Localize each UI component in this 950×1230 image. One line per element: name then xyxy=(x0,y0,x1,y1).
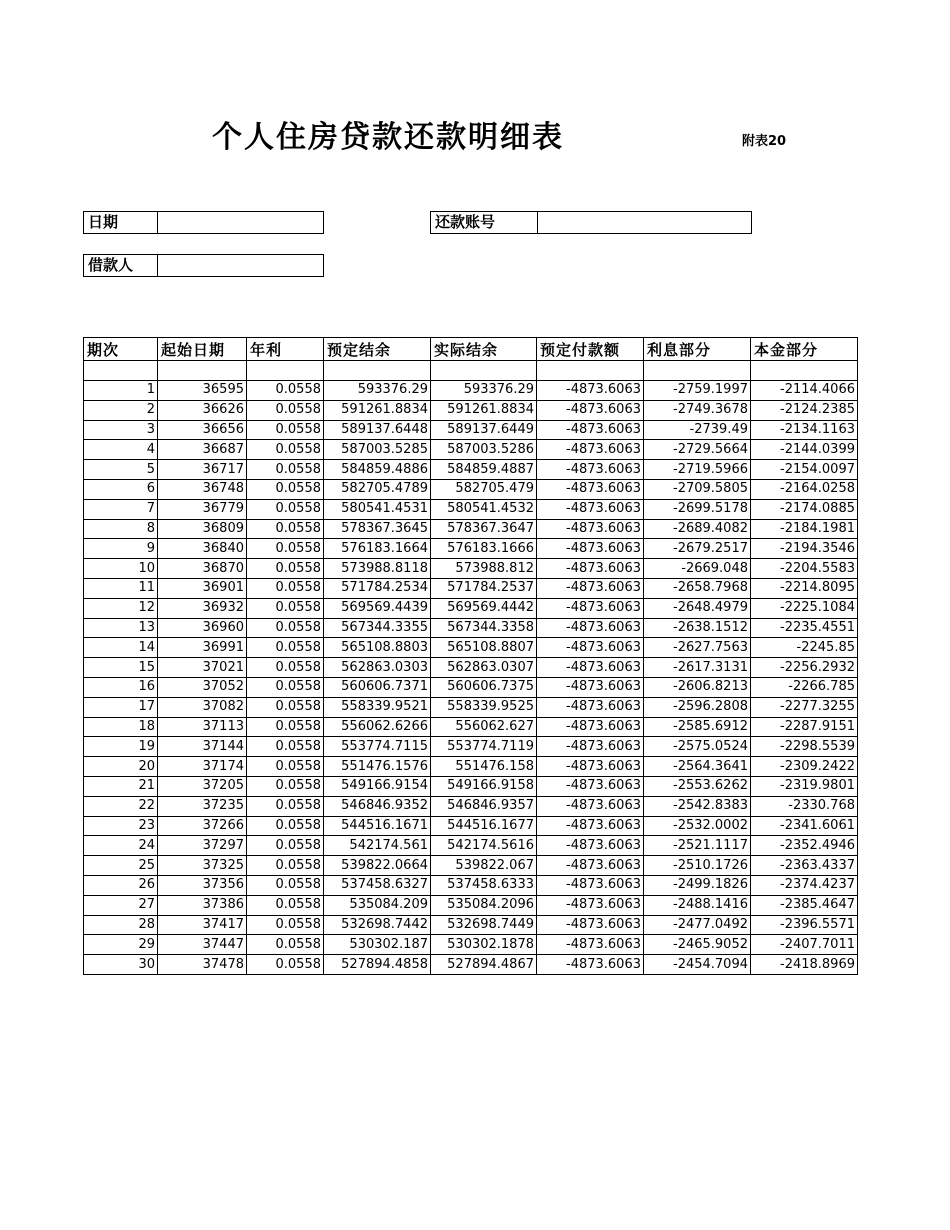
payment-cell: -4873.6063 xyxy=(537,440,644,460)
account-label: 还款账号 xyxy=(431,212,538,233)
actual-balance-cell: 569569.4442 xyxy=(431,598,537,618)
scheduled-balance-cell: 589137.6448 xyxy=(324,420,431,440)
start-date-cell: 36779 xyxy=(158,499,247,519)
start-date-cell: 37297 xyxy=(158,836,247,856)
payment-cell: -4873.6063 xyxy=(537,757,644,777)
actual-balance-cell: 560606.7375 xyxy=(431,677,537,697)
payment-cell: -4873.6063 xyxy=(537,836,644,856)
principal-cell: -2174.0885 xyxy=(751,499,858,519)
principal-cell: -2124.2385 xyxy=(751,400,858,420)
rate-cell: 0.0558 xyxy=(247,955,324,975)
start-date-cell: 36748 xyxy=(158,479,247,499)
actual-balance-cell: 551476.158 xyxy=(431,757,537,777)
payment-cell: -4873.6063 xyxy=(537,796,644,816)
scheduled-balance-cell: 584859.4886 xyxy=(324,460,431,480)
period-cell: 23 xyxy=(84,816,158,836)
actual-balance-cell: 565108.8807 xyxy=(431,638,537,658)
header-interest: 利息部分 xyxy=(644,338,751,361)
principal-cell: -2114.4066 xyxy=(751,381,858,401)
scheduled-balance-cell: 582705.4789 xyxy=(324,479,431,499)
actual-balance-cell: 532698.7449 xyxy=(431,915,537,935)
principal-cell: -2385.4647 xyxy=(751,895,858,915)
period-cell: 4 xyxy=(84,440,158,460)
payment-cell: -4873.6063 xyxy=(537,598,644,618)
rate-cell: 0.0558 xyxy=(247,895,324,915)
period-cell: 8 xyxy=(84,519,158,539)
principal-cell: -2235.4551 xyxy=(751,618,858,638)
interest-cell: -2606.8213 xyxy=(644,677,751,697)
interest-cell: -2596.2808 xyxy=(644,697,751,717)
table-row xyxy=(84,598,858,618)
scheduled-balance-cell: 542174.561 xyxy=(324,836,431,856)
actual-balance-cell: 530302.1878 xyxy=(431,935,537,955)
start-date-cell: 37052 xyxy=(158,677,247,697)
account-value xyxy=(538,212,751,233)
principal-cell: -2418.8969 xyxy=(751,955,858,975)
principal-cell: -2309.2422 xyxy=(751,757,858,777)
rate-cell: 0.0558 xyxy=(247,737,324,757)
start-date-cell: 37356 xyxy=(158,875,247,895)
actual-balance-cell: 527894.4867 xyxy=(431,955,537,975)
interest-cell: -2553.6262 xyxy=(644,776,751,796)
scheduled-balance-cell: 573988.8118 xyxy=(324,559,431,579)
date-value xyxy=(158,212,323,233)
period-cell: 12 xyxy=(84,598,158,618)
header-period: 期次 xyxy=(84,338,158,361)
interest-cell: -2564.3641 xyxy=(644,757,751,777)
table-row xyxy=(84,677,858,697)
table-row xyxy=(84,519,858,539)
payment-cell: -4873.6063 xyxy=(537,578,644,598)
scheduled-balance-cell: 556062.6266 xyxy=(324,717,431,737)
actual-balance-cell: 544516.1677 xyxy=(431,816,537,836)
actual-balance-cell: 549166.9158 xyxy=(431,776,537,796)
start-date-cell: 36626 xyxy=(158,400,247,420)
table-row xyxy=(84,796,858,816)
period-cell: 13 xyxy=(84,618,158,638)
actual-balance-cell: 587003.5286 xyxy=(431,440,537,460)
rate-cell: 0.0558 xyxy=(247,559,324,579)
scheduled-balance-cell: 546846.9352 xyxy=(324,796,431,816)
principal-cell: -2352.4946 xyxy=(751,836,858,856)
interest-cell: -2679.2517 xyxy=(644,539,751,559)
scheduled-balance-cell: 530302.187 xyxy=(324,935,431,955)
repayment-table xyxy=(83,337,858,975)
payment-cell: -4873.6063 xyxy=(537,737,644,757)
table-row xyxy=(84,440,858,460)
table-row xyxy=(84,776,858,796)
start-date-cell: 36960 xyxy=(158,618,247,638)
payment-cell: -4873.6063 xyxy=(537,539,644,559)
period-cell: 16 xyxy=(84,677,158,697)
principal-cell: -2287.9151 xyxy=(751,717,858,737)
start-date-cell: 37478 xyxy=(158,955,247,975)
period-cell: 18 xyxy=(84,717,158,737)
payment-cell: -4873.6063 xyxy=(537,856,644,876)
table-row xyxy=(84,381,858,401)
principal-cell: -2256.2932 xyxy=(751,658,858,678)
actual-balance-cell: 593376.29 xyxy=(431,381,537,401)
actual-balance-cell: 556062.627 xyxy=(431,717,537,737)
interest-cell: -2709.5805 xyxy=(644,479,751,499)
period-cell: 26 xyxy=(84,875,158,895)
start-date-cell: 36595 xyxy=(158,381,247,401)
table-row xyxy=(84,875,858,895)
account-field xyxy=(430,211,752,234)
scheduled-balance-cell: 569569.4439 xyxy=(324,598,431,618)
period-cell: 11 xyxy=(84,578,158,598)
table-row xyxy=(84,618,858,638)
payment-cell: -4873.6063 xyxy=(537,697,644,717)
start-date-cell: 37174 xyxy=(158,757,247,777)
actual-balance-cell: 582705.479 xyxy=(431,479,537,499)
period-cell: 17 xyxy=(84,697,158,717)
payment-cell: -4873.6063 xyxy=(537,618,644,638)
period-cell: 3 xyxy=(84,420,158,440)
period-cell: 1 xyxy=(84,381,158,401)
start-date-cell: 37325 xyxy=(158,856,247,876)
period-cell: 20 xyxy=(84,757,158,777)
principal-cell: -2266.785 xyxy=(751,677,858,697)
rate-cell: 0.0558 xyxy=(247,836,324,856)
interest-cell: -2510.1726 xyxy=(644,856,751,876)
period-cell: 2 xyxy=(84,400,158,420)
period-cell: 22 xyxy=(84,796,158,816)
scheduled-balance-cell: 535084.209 xyxy=(324,895,431,915)
payment-cell: -4873.6063 xyxy=(537,400,644,420)
principal-cell: -2330.768 xyxy=(751,796,858,816)
principal-cell: -2225.1084 xyxy=(751,598,858,618)
actual-balance-cell: 562863.0307 xyxy=(431,658,537,678)
scheduled-balance-cell: 580541.4531 xyxy=(324,499,431,519)
payment-cell: -4873.6063 xyxy=(537,499,644,519)
principal-cell: -2374.4237 xyxy=(751,875,858,895)
start-date-cell: 37447 xyxy=(158,935,247,955)
principal-cell: -2363.4337 xyxy=(751,856,858,876)
table-row xyxy=(84,915,858,935)
start-date-cell: 37235 xyxy=(158,796,247,816)
rate-cell: 0.0558 xyxy=(247,638,324,658)
scheduled-balance-cell: 532698.7442 xyxy=(324,915,431,935)
rate-cell: 0.0558 xyxy=(247,757,324,777)
table-row xyxy=(84,460,858,480)
payment-cell: -4873.6063 xyxy=(537,717,644,737)
period-cell: 30 xyxy=(84,955,158,975)
rate-cell: 0.0558 xyxy=(247,499,324,519)
payment-cell: -4873.6063 xyxy=(537,875,644,895)
blank-row xyxy=(84,361,858,381)
table-row xyxy=(84,955,858,975)
payment-cell: -4873.6063 xyxy=(537,915,644,935)
rate-cell: 0.0558 xyxy=(247,776,324,796)
actual-balance-cell: 591261.8834 xyxy=(431,400,537,420)
rate-cell: 0.0558 xyxy=(247,717,324,737)
period-cell: 9 xyxy=(84,539,158,559)
payment-cell: -4873.6063 xyxy=(537,955,644,975)
rate-cell: 0.0558 xyxy=(247,935,324,955)
scheduled-balance-cell: 560606.7371 xyxy=(324,677,431,697)
interest-cell: -2729.5664 xyxy=(644,440,751,460)
start-date-cell: 36840 xyxy=(158,539,247,559)
scheduled-balance-cell: 537458.6327 xyxy=(324,875,431,895)
interest-cell: -2719.5966 xyxy=(644,460,751,480)
start-date-cell: 36932 xyxy=(158,598,247,618)
start-date-cell: 37144 xyxy=(158,737,247,757)
scheduled-balance-cell: 565108.8803 xyxy=(324,638,431,658)
period-cell: 7 xyxy=(84,499,158,519)
scheduled-balance-cell: 527894.4858 xyxy=(324,955,431,975)
start-date-cell: 36717 xyxy=(158,460,247,480)
rate-cell: 0.0558 xyxy=(247,440,324,460)
principal-cell: -2204.5583 xyxy=(751,559,858,579)
header-principal: 本金部分 xyxy=(751,338,858,361)
actual-balance-cell: 542174.5616 xyxy=(431,836,537,856)
period-cell: 24 xyxy=(84,836,158,856)
payment-cell: -4873.6063 xyxy=(537,460,644,480)
start-date-cell: 36687 xyxy=(158,440,247,460)
actual-balance-cell: 573988.812 xyxy=(431,559,537,579)
actual-balance-cell: 558339.9525 xyxy=(431,697,537,717)
rate-cell: 0.0558 xyxy=(247,420,324,440)
borrower-value xyxy=(158,255,323,276)
table-row xyxy=(84,717,858,737)
interest-cell: -2689.4082 xyxy=(644,519,751,539)
principal-cell: -2319.9801 xyxy=(751,776,858,796)
date-field xyxy=(83,211,324,234)
start-date-cell: 37113 xyxy=(158,717,247,737)
interest-cell: -2499.1826 xyxy=(644,875,751,895)
scheduled-balance-cell: 553774.7115 xyxy=(324,737,431,757)
start-date-cell: 37386 xyxy=(158,895,247,915)
actual-balance-cell: 546846.9357 xyxy=(431,796,537,816)
actual-balance-cell: 589137.6449 xyxy=(431,420,537,440)
period-cell: 29 xyxy=(84,935,158,955)
period-cell: 10 xyxy=(84,559,158,579)
interest-cell: -2638.1512 xyxy=(644,618,751,638)
payment-cell: -4873.6063 xyxy=(537,658,644,678)
rate-cell: 0.0558 xyxy=(247,598,324,618)
scheduled-balance-cell: 539822.0664 xyxy=(324,856,431,876)
rate-cell: 0.0558 xyxy=(247,915,324,935)
payment-cell: -4873.6063 xyxy=(537,638,644,658)
table-row xyxy=(84,499,858,519)
table-row xyxy=(84,559,858,579)
interest-cell: -2627.7563 xyxy=(644,638,751,658)
borrower-label: 借款人 xyxy=(84,255,158,276)
rate-cell: 0.0558 xyxy=(247,856,324,876)
start-date-cell: 37021 xyxy=(158,658,247,678)
actual-balance-cell: 580541.4532 xyxy=(431,499,537,519)
actual-balance-cell: 571784.2537 xyxy=(431,578,537,598)
principal-cell: -2164.0258 xyxy=(751,479,858,499)
principal-cell: -2407.7011 xyxy=(751,935,858,955)
period-cell: 25 xyxy=(84,856,158,876)
start-date-cell: 37417 xyxy=(158,915,247,935)
interest-cell: -2575.0524 xyxy=(644,737,751,757)
rate-cell: 0.0558 xyxy=(247,697,324,717)
header-scheduled-payment: 预定付款额 xyxy=(537,338,644,361)
principal-cell: -2134.1163 xyxy=(751,420,858,440)
rate-cell: 0.0558 xyxy=(247,479,324,499)
table-row xyxy=(84,638,858,658)
interest-cell: -2617.3131 xyxy=(644,658,751,678)
principal-cell: -2184.1981 xyxy=(751,519,858,539)
actual-balance-cell: 553774.7119 xyxy=(431,737,537,757)
interest-cell: -2739.49 xyxy=(644,420,751,440)
principal-cell: -2277.3255 xyxy=(751,697,858,717)
period-cell: 27 xyxy=(84,895,158,915)
rate-cell: 0.0558 xyxy=(247,618,324,638)
rate-cell: 0.0558 xyxy=(247,677,324,697)
period-cell: 14 xyxy=(84,638,158,658)
interest-cell: -2542.8383 xyxy=(644,796,751,816)
scheduled-balance-cell: 551476.1576 xyxy=(324,757,431,777)
interest-cell: -2658.7968 xyxy=(644,578,751,598)
table-row xyxy=(84,816,858,836)
interest-cell: -2669.048 xyxy=(644,559,751,579)
interest-cell: -2532.0002 xyxy=(644,816,751,836)
table-row xyxy=(84,935,858,955)
rate-cell: 0.0558 xyxy=(247,658,324,678)
scheduled-balance-cell: 562863.0303 xyxy=(324,658,431,678)
payment-cell: -4873.6063 xyxy=(537,816,644,836)
actual-balance-cell: 537458.6333 xyxy=(431,875,537,895)
table-row xyxy=(84,479,858,499)
payment-cell: -4873.6063 xyxy=(537,935,644,955)
payment-cell: -4873.6063 xyxy=(537,559,644,579)
scheduled-balance-cell: 567344.3355 xyxy=(324,618,431,638)
payment-cell: -4873.6063 xyxy=(537,479,644,499)
payment-cell: -4873.6063 xyxy=(537,895,644,915)
interest-cell: -2759.1997 xyxy=(644,381,751,401)
payment-cell: -4873.6063 xyxy=(537,420,644,440)
scheduled-balance-cell: 549166.9154 xyxy=(324,776,431,796)
scheduled-balance-cell: 591261.8834 xyxy=(324,400,431,420)
principal-cell: -2245.85 xyxy=(751,638,858,658)
actual-balance-cell: 539822.067 xyxy=(431,856,537,876)
payment-cell: -4873.6063 xyxy=(537,677,644,697)
rate-cell: 0.0558 xyxy=(247,381,324,401)
actual-balance-cell: 535084.2096 xyxy=(431,895,537,915)
interest-cell: -2699.5178 xyxy=(644,499,751,519)
table-row xyxy=(84,836,858,856)
principal-cell: -2214.8095 xyxy=(751,578,858,598)
start-date-cell: 36901 xyxy=(158,578,247,598)
scheduled-balance-cell: 544516.1671 xyxy=(324,816,431,836)
header-scheduled-balance: 预定结余 xyxy=(324,338,431,361)
table-row xyxy=(84,400,858,420)
borrower-field xyxy=(83,254,324,277)
page-title: 个人住房贷款还款明细表 xyxy=(212,120,564,155)
actual-balance-cell: 584859.4887 xyxy=(431,460,537,480)
principal-cell: -2396.5571 xyxy=(751,915,858,935)
rate-cell: 0.0558 xyxy=(247,875,324,895)
table-row xyxy=(84,697,858,717)
payment-cell: -4873.6063 xyxy=(537,519,644,539)
rate-cell: 0.0558 xyxy=(247,460,324,480)
interest-cell: -2488.1416 xyxy=(644,895,751,915)
start-date-cell: 37266 xyxy=(158,816,247,836)
header-annual-rate: 年利 xyxy=(247,338,324,361)
interest-cell: -2749.3678 xyxy=(644,400,751,420)
table-row xyxy=(84,539,858,559)
interest-cell: -2521.1117 xyxy=(644,836,751,856)
start-date-cell: 37205 xyxy=(158,776,247,796)
actual-balance-cell: 578367.3647 xyxy=(431,519,537,539)
principal-cell: -2154.0097 xyxy=(751,460,858,480)
scheduled-balance-cell: 571784.2534 xyxy=(324,578,431,598)
table-row xyxy=(84,737,858,757)
principal-cell: -2144.0399 xyxy=(751,440,858,460)
scheduled-balance-cell: 576183.1664 xyxy=(324,539,431,559)
period-cell: 6 xyxy=(84,479,158,499)
period-cell: 5 xyxy=(84,460,158,480)
period-cell: 28 xyxy=(84,915,158,935)
principal-cell: -2298.5539 xyxy=(751,737,858,757)
start-date-cell: 36870 xyxy=(158,559,247,579)
rate-cell: 0.0558 xyxy=(247,519,324,539)
table-row xyxy=(84,658,858,678)
principal-cell: -2341.6061 xyxy=(751,816,858,836)
annex-label: 附表20 xyxy=(742,134,787,149)
start-date-cell: 36991 xyxy=(158,638,247,658)
period-cell: 21 xyxy=(84,776,158,796)
interest-cell: -2454.7094 xyxy=(644,955,751,975)
rate-cell: 0.0558 xyxy=(247,796,324,816)
scheduled-balance-cell: 578367.3645 xyxy=(324,519,431,539)
rate-cell: 0.0558 xyxy=(247,400,324,420)
actual-balance-cell: 567344.3358 xyxy=(431,618,537,638)
payment-cell: -4873.6063 xyxy=(537,381,644,401)
interest-cell: -2477.0492 xyxy=(644,915,751,935)
rate-cell: 0.0558 xyxy=(247,578,324,598)
header-actual-balance: 实际结余 xyxy=(431,338,537,361)
start-date-cell: 36809 xyxy=(158,519,247,539)
scheduled-balance-cell: 587003.5285 xyxy=(324,440,431,460)
table-row xyxy=(84,895,858,915)
table-row xyxy=(84,856,858,876)
table-row xyxy=(84,757,858,777)
rate-cell: 0.0558 xyxy=(247,539,324,559)
table-row xyxy=(84,420,858,440)
actual-balance-cell: 576183.1666 xyxy=(431,539,537,559)
rate-cell: 0.0558 xyxy=(247,816,324,836)
table-header-row xyxy=(84,338,858,361)
start-date-cell: 37082 xyxy=(158,697,247,717)
scheduled-balance-cell: 558339.9521 xyxy=(324,697,431,717)
table-row xyxy=(84,578,858,598)
principal-cell: -2194.3546 xyxy=(751,539,858,559)
interest-cell: -2648.4979 xyxy=(644,598,751,618)
date-label: 日期 xyxy=(84,212,158,233)
start-date-cell: 36656 xyxy=(158,420,247,440)
period-cell: 15 xyxy=(84,658,158,678)
interest-cell: -2585.6912 xyxy=(644,717,751,737)
header-start-date: 起始日期 xyxy=(158,338,247,361)
scheduled-balance-cell: 593376.29 xyxy=(324,381,431,401)
payment-cell: -4873.6063 xyxy=(537,776,644,796)
interest-cell: -2465.9052 xyxy=(644,935,751,955)
period-cell: 19 xyxy=(84,737,158,757)
